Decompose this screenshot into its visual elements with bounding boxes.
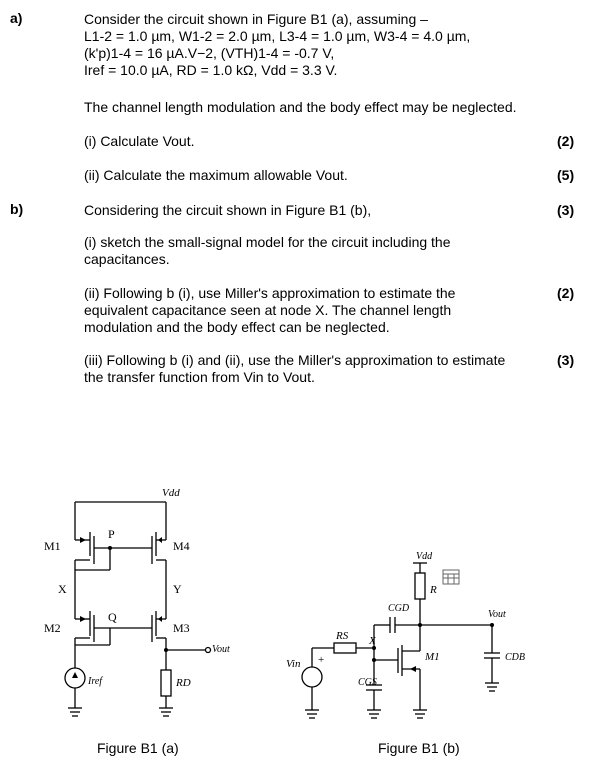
figure-a-caption: Figure B1 (a) xyxy=(97,740,179,756)
fig-b-vout: Vout xyxy=(488,609,506,620)
fig-a-x: X xyxy=(58,582,67,596)
fig-a-vdd: Vdd xyxy=(162,487,180,499)
fig-a-m2: M2 xyxy=(44,621,61,635)
figure-b-circuit xyxy=(280,545,540,725)
part-b-q2-mark: (2) xyxy=(557,285,575,301)
grid-icon xyxy=(443,570,459,584)
part-a-label: a) xyxy=(10,10,23,26)
fig-b-cdb: CDB xyxy=(505,652,525,663)
fig-a-iref: Iref xyxy=(88,676,103,687)
fig-a-vout: Vout xyxy=(212,644,230,655)
fig-b-vdd: Vdd xyxy=(416,551,433,562)
fig-b-cgd: CGD xyxy=(388,603,410,614)
fig-b-r: R xyxy=(430,584,437,596)
fig-a-rd: RD xyxy=(176,677,191,689)
part-a-line1: Consider the circuit shown in Figure B1 (a), assuming – xyxy=(84,11,428,27)
fig-a-m1: M1 xyxy=(44,539,61,553)
figure-a-circuit xyxy=(40,480,250,730)
fig-b-cgs: CGS xyxy=(358,677,377,688)
fig-b-x: X xyxy=(369,635,376,647)
fig-a-y: Y xyxy=(173,582,182,596)
part-a-q2-mark: (5) xyxy=(557,167,575,183)
part-a-q1: (i) Calculate Vout. xyxy=(84,133,195,149)
part-b-q1-line2: capacitances. xyxy=(84,251,170,267)
part-a-line3: (k'p)1-4 = 16 µA.V−2, (VTH)1-4 = -0.7 V, xyxy=(84,45,335,61)
part-a-line2: L1-2 = 1.0 µm, W1-2 = 2.0 µm, L3-4 = 1.0 µm, W3-4 = 4.0 µm, xyxy=(84,28,471,44)
part-a-q1-mark: (2) xyxy=(557,133,575,149)
fig-b-m1: M1 xyxy=(425,651,440,663)
part-b-q1-line1: (i) sketch the small-signal model for the circuit including the xyxy=(84,234,451,250)
part-b-intro: Considering the circuit shown in Figure B1 (b), xyxy=(84,202,372,218)
part-b-intro-mark: (3) xyxy=(557,202,575,218)
part-b-q2-line1: (ii) Following b (i), use Miller's approximation to estimate the xyxy=(84,285,456,301)
part-b-q3-mark: (3) xyxy=(557,352,575,368)
part-a-q2: (ii) Calculate the maximum allowable Vout. xyxy=(84,167,348,183)
part-b-q2-line2: equivalent capacitance seen at node X. The channel length xyxy=(84,302,452,318)
fig-b-rs: RS xyxy=(336,630,349,642)
fig-a-p: P xyxy=(108,527,115,541)
part-b-q2-line3: modulation and the body effect can be neglected. xyxy=(84,319,390,335)
part-a-line4: Iref = 10.0 µA, RD = 1.0 kΩ, Vdd = 3.3 V. xyxy=(84,62,338,78)
part-b-q3-line1: (iii) Following b (i) and (ii), use the Miller's approximation to estimate xyxy=(84,352,506,368)
part-a-note: The channel length modulation and the body effect may be neglected. xyxy=(84,99,517,115)
fig-b-plus: + xyxy=(318,654,325,666)
part-b-q3-line2: the transfer function from Vin to Vout. xyxy=(84,369,315,385)
part-b-label: b) xyxy=(10,201,24,217)
fig-a-q: Q xyxy=(108,610,117,624)
fig-a-m4: M4 xyxy=(173,539,190,553)
figure-b-caption: Figure B1 (b) xyxy=(378,740,460,756)
fig-b-vin: Vin xyxy=(286,658,301,670)
fig-a-m3: M3 xyxy=(173,621,190,635)
